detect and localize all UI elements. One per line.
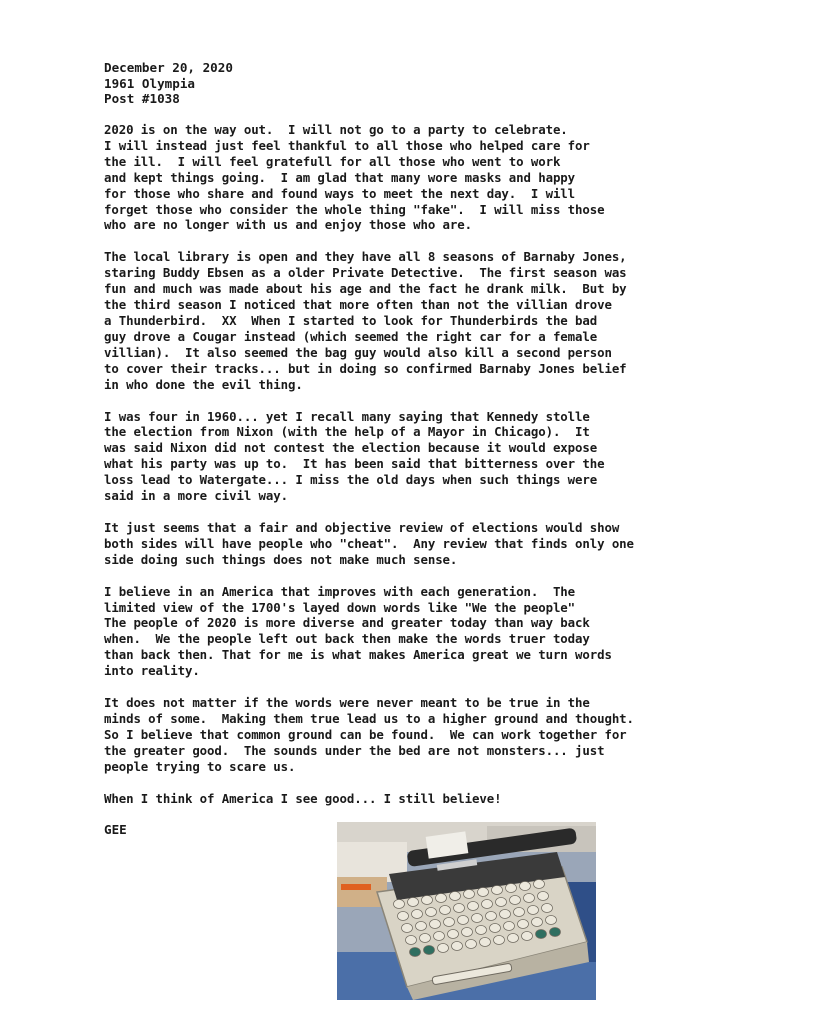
typewriter-key: [504, 922, 515, 931]
paragraph-line: when. We the people left out back then make the words truer today: [104, 631, 590, 647]
letter-header: [104, 60, 233, 107]
typewriter-key: [412, 910, 423, 919]
paragraph-line: It does not matter if the words were never meant to be true in the: [104, 695, 590, 711]
typewriter-key: [416, 922, 427, 931]
typewriter-key: [550, 928, 561, 937]
typewriter-key: [430, 920, 441, 929]
typewriter-key: [506, 884, 517, 893]
paragraph-line: villian). It also seemed the bag guy would also kill a second person: [104, 344, 612, 360]
typewriter-key: [426, 908, 437, 917]
typewriter-key: [452, 942, 463, 951]
typewriter-key: [458, 916, 469, 925]
typewriter-key: [468, 902, 479, 911]
paragraph-line: When I think of America I see good... I still believe!: [104, 790, 502, 806]
letter-paragraph: [104, 520, 804, 568]
paragraph-line: the ill. I will feel gratefull for all those who went to work: [104, 153, 561, 169]
paragraph-line: both sides will have people who "cheat". Any review that finds only one: [104, 535, 634, 551]
signature: GEE: [104, 822, 127, 837]
typewriter-key: [450, 892, 461, 901]
paragraph-line: into reality.: [104, 663, 200, 679]
typewriter-key: [440, 906, 451, 915]
typewriter-key: [490, 924, 501, 933]
paragraph-line: I will instead just feel thankful to all those who helped care for: [104, 137, 590, 153]
paragraph-line: So I believe that common ground can be found. We can work together for: [104, 726, 627, 742]
paragraph-line: what his party was up to. It has been said that bitterness over the: [104, 456, 605, 472]
typewriter-key: [480, 938, 491, 947]
paragraph-line: the greater good. The sounds under the bed are not monsters... just: [104, 742, 605, 758]
typewriter-key: [534, 880, 545, 889]
typewriter-key: [462, 928, 473, 937]
paragraph-line: I believe in an America that improves with each generation. The: [104, 583, 576, 599]
paragraph-line: a Thunderbird. XX When I started to look for Thunderbirds the bad: [104, 312, 598, 328]
letter-date: December 20, 2020: [104, 60, 233, 75]
paragraph-line: who are no longer with us and enjoy those who are.: [104, 217, 472, 233]
typewriter-key: [424, 946, 435, 955]
typewriter-key: [476, 926, 487, 935]
paragraph-line: staring Buddy Ebsen as a older Private Detective. The first season was: [104, 265, 627, 281]
typewriter-key: [508, 934, 519, 943]
paragraph-line: in who done the evil thing.: [104, 376, 303, 392]
typewriter-key: [408, 898, 419, 907]
typewriter-key: [494, 936, 505, 945]
letter-paragraph: [104, 249, 804, 392]
typewriter-key: [420, 934, 431, 943]
paragraph-line: The people of 2020 is more diverse and greater today than way back: [104, 615, 590, 631]
paragraph-line: loss lead to Watergate... I miss the old days when such things were: [104, 472, 598, 488]
letter-paragraph: [104, 695, 804, 775]
typewriter-key: [436, 894, 447, 903]
typewriter-key: [406, 936, 417, 945]
paragraph-line: forget those who consider the whole thing "fake". I will miss those: [104, 201, 605, 217]
typewriter-key: [500, 910, 511, 919]
typewriter-key: [438, 944, 449, 953]
typewriter-photo: [337, 822, 596, 1000]
paragraph-line: 2020 is on the way out. I will not go to a party to celebrate.: [104, 122, 568, 137]
paragraph-line: was said Nixon did not contest the election because it would expose: [104, 440, 598, 456]
paragraph-line: The local library is open and they have all 8 seasons of Barnaby Jones,: [104, 249, 627, 265]
typewriter-key: [546, 916, 557, 925]
typewriter-key: [410, 948, 421, 957]
typewriter-key: [492, 886, 503, 895]
typewriter-key: [422, 896, 433, 905]
paragraph-line: minds of some. Making them true lead us to a higher ground and thought.: [104, 711, 634, 726]
space-bar: [432, 963, 512, 985]
typewriter-key: [536, 930, 547, 939]
typewriter-key: [434, 932, 445, 941]
paragraph-line: limited view of the 1700's layed down words like "We the people": [104, 599, 576, 615]
paragraph-line: to cover their tracks... but in doing so confirmed Barnaby Jones belief: [104, 360, 627, 376]
paragraph-line: fun and much was made about his age and the fact he drank milk. But by: [104, 281, 627, 297]
paragraph-line: guy drove a Cougar instead (which seemed the right car for a female: [104, 328, 598, 344]
letter-paragraph: [104, 791, 804, 807]
typewriter-key: [482, 900, 493, 909]
paragraph-line: said in a more civil way.: [104, 488, 288, 504]
paragraph-line: than back then. That for me is what makes America great we turn words: [104, 647, 612, 663]
typewriter-key: [522, 932, 533, 941]
post-number: Post #1038: [104, 91, 180, 106]
paragraph-line: and kept things going. I am glad that many wore masks and happy: [104, 169, 576, 185]
typewriter-key: [398, 912, 409, 921]
typewriter-key: [524, 894, 535, 903]
typewriter-key: [486, 912, 497, 921]
paragraph-line: the third season I noticed that more often than not the villian drove: [104, 297, 612, 313]
typewriter-key: [454, 904, 465, 913]
typewriter-key: [478, 888, 489, 897]
typewriter-key: [466, 940, 477, 949]
typewriter-key: [394, 900, 405, 909]
typewriter-key: [520, 882, 531, 891]
typewriter-key: [518, 920, 529, 929]
paragraph-line: I was four in 1960... yet I recall many saying that Kennedy stolle: [104, 408, 590, 424]
typewriter-key: [542, 904, 553, 913]
paragraph-line: side doing such things does not make much sense.: [104, 551, 458, 567]
paragraph-line: people trying to scare us.: [104, 758, 296, 774]
typewriter-key: [448, 930, 459, 939]
letter-paragraph: [104, 409, 804, 504]
typewriter-model: 1961 Olympia: [104, 75, 195, 91]
letter-paragraph: [104, 584, 804, 679]
typewriter-key: [514, 908, 525, 917]
typewriter-key: [510, 896, 521, 905]
typewriter-key: [528, 906, 539, 915]
typewriter-key: [464, 890, 475, 899]
typewriter-key: [496, 898, 507, 907]
paragraph-line: It just seems that a fair and objective review of elections would show: [104, 519, 620, 535]
typewriter-key: [402, 924, 413, 933]
typewriter-key: [444, 918, 455, 927]
paragraph-line: the election from Nixon (with the help of a Mayor in Chicago). It: [104, 424, 590, 440]
paragraph-line: for those who share and found ways to meet the next day. I will: [104, 185, 576, 201]
letter-body: [104, 122, 804, 823]
letter-paragraph: [104, 122, 804, 233]
typewriter-key: [532, 918, 543, 927]
typewriter-key: [472, 914, 483, 923]
typewriter-key: [538, 892, 549, 901]
